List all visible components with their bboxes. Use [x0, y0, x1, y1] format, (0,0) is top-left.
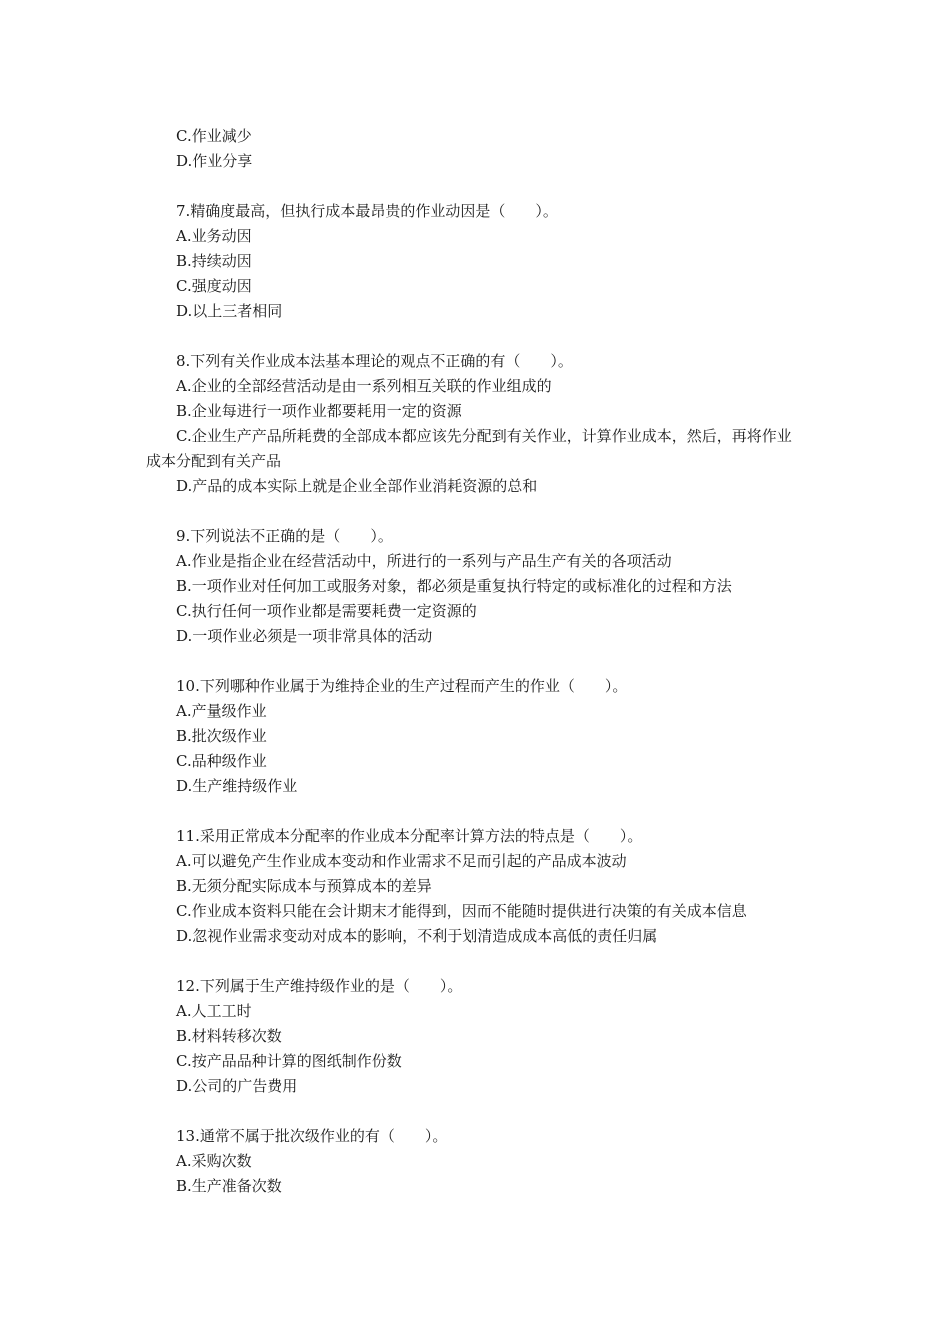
question-stem: 13.通常不属于批次级作业的有（ ）。 — [176, 1127, 448, 1145]
option-b: B.材料转移次数 — [176, 1027, 282, 1045]
question-8 — [146, 349, 806, 499]
option-c: C.品种级作业 — [176, 752, 267, 770]
option-d: D.产品的成本实际上就是企业全部作业消耗资源的总和 — [176, 477, 538, 495]
question-stem: 10.下列哪种作业属于为维持企业的生产过程而产生的作业（ ）。 — [176, 677, 628, 695]
option-a: A.企业的全部经营活动是由一系列相互关联的作业组成的 — [176, 377, 552, 395]
question-12 — [146, 974, 806, 1099]
option-c: C.企业生产产品所耗费的全部成本都应该先分配到有关作业，计算作业成本，然后，再将作业成本分配到有关产品 — [146, 427, 792, 470]
question-10 — [146, 674, 806, 799]
option-b: B.批次级作业 — [176, 727, 267, 745]
option-c: C.作业减少 — [176, 127, 252, 145]
question-7 — [146, 199, 806, 324]
option-d: D.一项作业必须是一项非常具体的活动 — [176, 627, 433, 645]
question-11 — [146, 824, 806, 949]
option-d: D.以上三者相同 — [176, 302, 283, 320]
option-a: A.业务动因 — [176, 227, 252, 245]
option-d: D.忽视作业需求变动对成本的影响，不利于划清造成成本高低的责任归属 — [176, 927, 658, 945]
option-c: C.强度动因 — [176, 277, 252, 295]
question-stem: 12.下列属于生产维持级作业的是（ ）。 — [176, 977, 463, 995]
option-d: D.公司的广告费用 — [176, 1077, 298, 1095]
option-c: C.执行任何一项作业都是需要耗费一定资源的 — [176, 602, 477, 620]
option-c: C.按产品品种计算的图纸制作份数 — [176, 1052, 402, 1070]
option-d: D.生产维持级作业 — [176, 777, 298, 795]
question-stem: 11.采用正常成本分配率的作业成本分配率计算方法的特点是（ ）。 — [176, 827, 643, 845]
option-a: A.人工工时 — [176, 1002, 252, 1020]
question-stem: 9.下列说法不正确的是（ ）。 — [176, 527, 393, 545]
option-c: C.作业成本资料只能在会计期末才能得到，因而不能随时提供进行决策的有关成本信息 — [176, 902, 747, 920]
option-b: B.企业每进行一项作业都要耗用一定的资源 — [176, 402, 462, 420]
option-b: B.无须分配实际成本与预算成本的差异 — [176, 877, 432, 895]
option-a: A.作业是指企业在经营活动中，所进行的一系列与产品生产有关的各项活动 — [176, 552, 672, 570]
question-9 — [146, 524, 806, 649]
option-d: D.作业分享 — [176, 152, 253, 170]
option-a: A.采购次数 — [176, 1152, 252, 1170]
document-page — [146, 124, 806, 1199]
option-b: B.持续动因 — [176, 252, 252, 270]
option-b: B.生产准备次数 — [176, 1177, 282, 1195]
option-b: B.一项作业对任何加工或服务对象，都必须是重复执行特定的或标准化的过程和方法 — [176, 577, 732, 595]
question-stem: 7.精确度最高，但执行成本最昂贵的作业动因是（ ）。 — [176, 202, 558, 220]
question-13 — [146, 1124, 806, 1199]
question-stem: 8.下列有关作业成本法基本理论的观点不正确的有（ ）。 — [176, 352, 573, 370]
option-a: A.可以避免产生作业成本变动和作业需求不足而引起的产品成本波动 — [176, 852, 627, 870]
option-a: A.产量级作业 — [176, 702, 267, 720]
